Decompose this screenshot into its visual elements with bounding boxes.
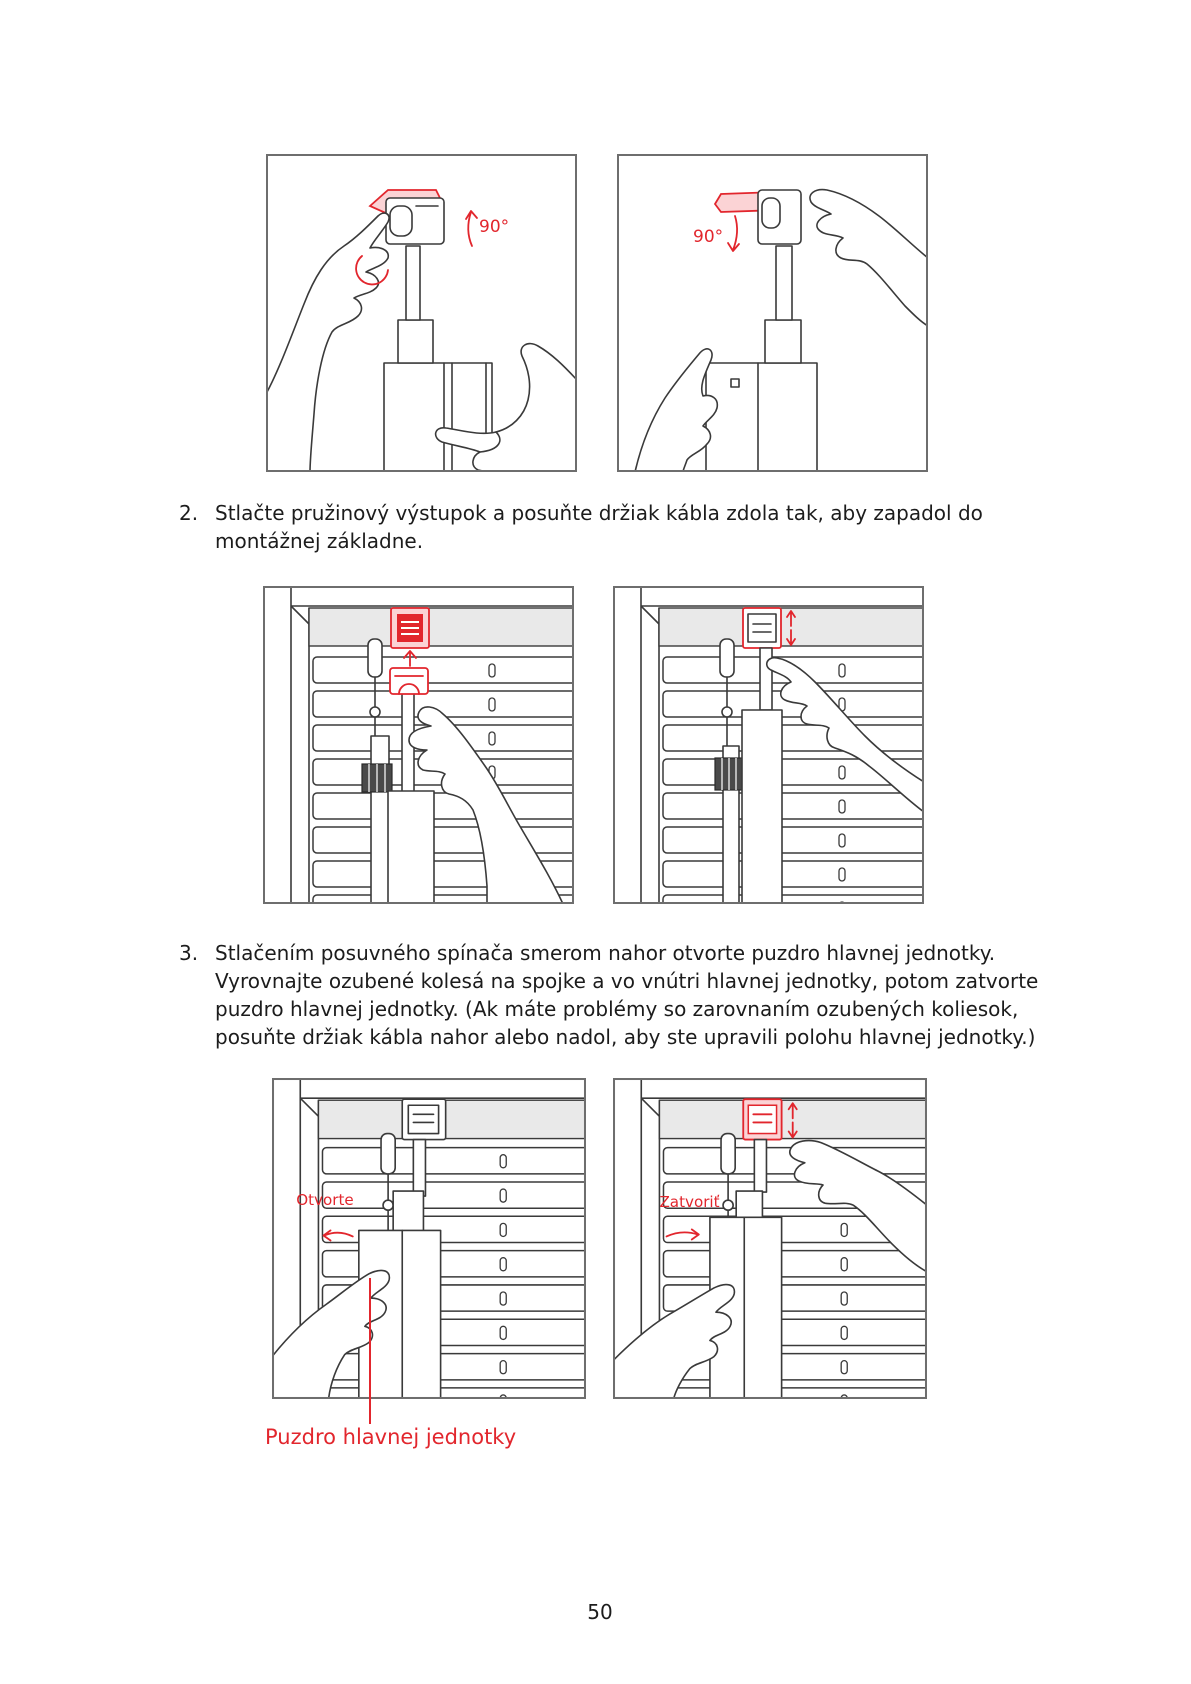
cable-clip	[390, 668, 428, 694]
step-text-line: Vyrovnajte ozubené kolesá na spojke a vo vnútri hlavnej jednotky, potom zatvorte	[215, 969, 1039, 993]
blind-slat	[322, 1182, 586, 1208]
ladder-tape	[841, 1292, 847, 1305]
blind-headrail	[309, 608, 574, 646]
mounting-base	[402, 1099, 445, 1139]
step-text-line: puzdro hlavnej jednotky. (Ak máte problémy so zarovnaním ozubených koliesok,	[215, 997, 1019, 1021]
ladder-tape	[841, 1223, 847, 1236]
step-number: 3.	[179, 941, 199, 965]
blind-headrail	[318, 1100, 586, 1138]
blind-slat	[313, 657, 574, 683]
blind-slat	[313, 793, 574, 819]
ladder-tape	[500, 1258, 506, 1271]
blind-slat	[663, 861, 924, 887]
ladder-tape	[839, 868, 845, 881]
ladder-tape	[839, 664, 845, 677]
blind-slat	[322, 1148, 586, 1174]
housing-callout-label: Puzdro hlavnej jednotky	[265, 1425, 517, 1449]
rotation-label: 90°	[479, 217, 510, 237]
blind-slat	[313, 691, 574, 717]
mounting-base	[743, 608, 781, 648]
ladder-tape	[841, 1258, 847, 1271]
mounting-base	[391, 608, 429, 648]
blind-slat	[663, 725, 924, 751]
ladder-tape	[500, 1223, 506, 1236]
step-number: 2.	[179, 501, 199, 525]
ladder-tape	[841, 1326, 847, 1339]
housing-pointer-line	[369, 1278, 371, 1424]
ladder-tape	[500, 1292, 506, 1305]
step-text-line: montážnej základne.	[215, 529, 424, 553]
close-label: Zatvoriť	[659, 1193, 720, 1212]
figure-rotate-clip-down	[617, 154, 928, 472]
figure-attach-clip	[263, 586, 574, 904]
step-text-line: Stlačte pružinový výstupok a posuňte držiak kábla zdola tak, aby zapadol do	[215, 501, 983, 525]
figure-open-housing	[272, 1078, 586, 1399]
ladder-tape	[500, 1155, 506, 1168]
blind-slat	[313, 827, 574, 853]
ladder-tape	[489, 664, 495, 677]
blind-slat	[663, 793, 924, 819]
ladder-tape	[841, 1361, 847, 1374]
ladder-tape	[489, 732, 495, 745]
open-label: Otvorte	[296, 1191, 354, 1210]
ladder-tape	[500, 1189, 506, 1202]
blind-slat	[663, 1251, 927, 1277]
ladder-tape	[839, 766, 845, 779]
ladder-tape	[500, 1326, 506, 1339]
step-text-line: posuňte držiak kábla nahor alebo nadol, aby ste upravili polohu hlavnej jednotky.)	[215, 1025, 1036, 1049]
ladder-tape	[839, 834, 845, 847]
ladder-tape	[839, 800, 845, 813]
ladder-tape	[500, 1361, 506, 1374]
figure-clip-mounted	[613, 586, 924, 904]
ladder-tape	[489, 698, 495, 711]
page-number: 50	[587, 1600, 613, 1624]
step-text-line: Stlačením posuvného spínača smerom nahor otvorte puzdro hlavnej jednotky.	[215, 941, 996, 965]
rotation-label: 90°	[693, 227, 724, 247]
figure-rotate-clip-up	[266, 154, 577, 472]
mounting-base	[743, 1099, 781, 1139]
blind-slat	[663, 827, 924, 853]
figure-close-housing	[613, 1078, 927, 1399]
